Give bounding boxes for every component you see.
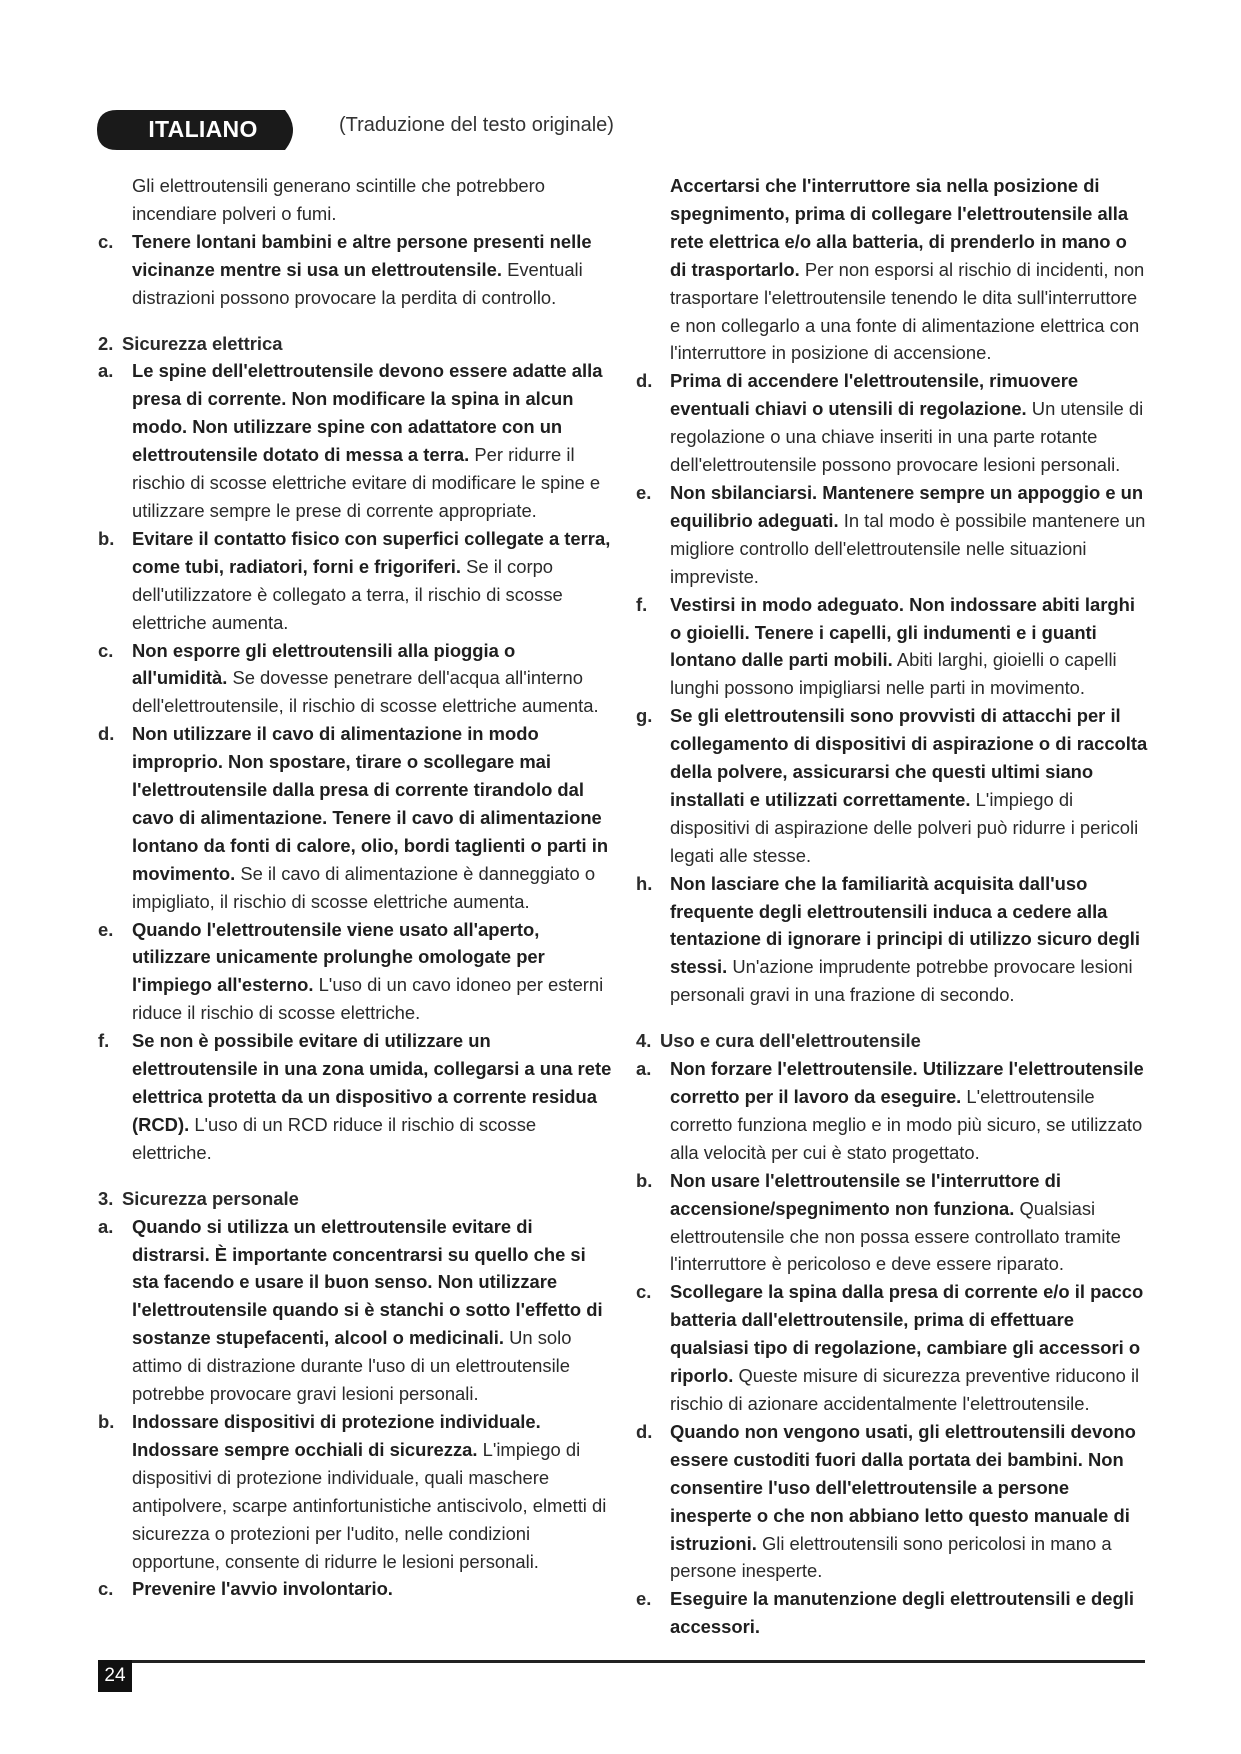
list-item: c. Scollegare la spina dalla presa di corrente e/o il pacco batteria dall'elettroutensile, prima di effettuare qualsiasi tipo di regolazione, cambiare gli accessori o riporlo. Queste misure di sicurezza preventive riducono il rischio di azionare accidentalmente l'elettroutensile. [636, 1281, 1144, 1414]
list-item: e. Eseguire la manutenzione degli elettroutensili e degli accessori. [636, 1588, 1134, 1638]
list-item: d. Quando non vengono usati, gli elettroutensili devono essere custoditi fuori dalla portata dei bambini. Non consentire l'uso dell'elettroutensile a persone inesperte o che non abbiano letto questo manuale di istruzioni. Gli elettroutensili sono pericolosi in mano a persone inesperte. [636, 1420, 1136, 1582]
page-number: 24 [98, 1660, 132, 1692]
language-badge [97, 110, 309, 150]
list-item: b. Non usare l'elettroutensile se l'interruttore di accensione/spegnimento non funziona. Qualsiasi elettroutensile che non possa essere controllato tramite l'interruttore è pericoloso e deve essere riparato. [636, 1169, 1121, 1275]
left-column [98, 172, 613, 1603]
section-heading: 3. Sicurezza personale [98, 1187, 299, 1209]
list-item: b. Evitare il contatto fisico con superfici collegate a terra, come tubi, radiatori, forni e frigoriferi. Se il corpo dell'utilizzatore è collegato a terra, il rischio di scosse elettriche aumenta. [98, 527, 611, 633]
intro-text: Gli elettroutensili generano scintille che potrebbero incendiare polveri o fumi. [132, 175, 546, 224]
list-item: g. Se gli elettroutensili sono provvisti di attacchi per il collegamento di dispositivi di aspirazione o di raccolta della polvere, assicurarsi che questi ultimi siano installati e utilizzati correttamente. L'impiego di dispositivi di aspirazione delle polveri può ridurre i pericoli legati alle stesse. [636, 705, 1148, 866]
list-item: c. Tenere lontani bambini e altre persone presenti nelle vicinanze mentre si usa un elettroutensile. Eventuali distrazioni possono provocare la perdita di controllo. [98, 230, 592, 308]
list-item: c. Non esporre gli elettroutensili alla pioggia o all'umidità. Se dovesse penetrare dell'acqua all'interno dell'elettroutensile, il rischio di scosse elettriche aumenta. [98, 639, 599, 717]
right-column [636, 172, 1148, 1641]
continued-text: Accertarsi che l'interruttore sia nella posizione di spegnimento, prima di collegare l'elettroutensile alla rete elettrica e/o alla batteria, di prenderlo in mano o di trasportarlo. Per non esporsi al rischio di incidenti, non trasportare l'elettroutensile tenendo le dita sull'interruttore e non collegarlo a una fonte di alimentazione elettrica con l'interruttore in posizione di accensione. [670, 175, 1145, 364]
list-item: e. Non sbilanciarsi. Mantenere sempre un appoggio e un equilibrio adeguati. In tal modo è possibile mantenere un migliore controllo dell'elettroutensile nelle situazioni impreviste. [636, 481, 1146, 587]
list-item: h. Non lasciare che la familiarità acquisita dall'uso frequente degli elettroutensili induca a cedere alla tentazione di ignorare i principi di utilizzo sicuro degli stessi. Un'azione imprudente potrebbe provocare lesioni personali gravi in una frazione di secondo. [636, 872, 1141, 1006]
list-item: a. Quando si utilizza un elettroutensile evitare di distrarsi. È importante concentrarsi su quello che si sta facendo e usare il buon senso. Non utilizzare l'elettroutensile quando si è stanchi o sotto l'effetto di sostanze stupefacenti, alcool o medicinali. Un solo attimo di distrazione durante l'uso di un elettroutensile potrebbe provocare gravi lesioni personali. [98, 1215, 603, 1405]
list-item: a. Non forzare l'elettroutensile. Utilizzare l'elettroutensile corretto per il lavoro da eseguire. L'elettroutensile corretto funziona meglio e in modo più sicuro, se utilizzato alla velocità per cui è stato progettato. [636, 1058, 1144, 1163]
list-item: a. Le spine dell'elettroutensile devono essere adatte alla presa di corrente. Non modificare la spina in alcun modo. Non utilizzare spine con adattatore con un elettroutensile dotato di messa a terra. Per ridurre il rischio di scosse elettriche evitare di modificare le spine e utilizzare sempre le prese di corrente appropriate. [98, 360, 603, 521]
list-item: b. Indossare dispositivi di protezione individuale. Indossare sempre occhiali di sicurezza. L'impiego di dispositivi di protezione individuale, quali maschere antipolvere, scarpe antinfortunistiche antiscivolo, elmetti di sicurezza o protezioni per l'udito, nelle condizioni opportune, consente di ridurre le lesioni personali. [98, 1410, 607, 1572]
list-item: d. Prima di accendere l'elettroutensile, rimuovere eventuali chiavi o utensili di regolazione. Un utensile di regolazione o una chiave inseriti in una parte rotante dell'elettroutensile possono provocare lesioni personali. [636, 370, 1144, 476]
section-heading: 4. Uso e cura dell'elettroutensile [636, 1030, 921, 1052]
translation-note: (Traduzione del testo originale) [339, 114, 614, 136]
list-item: f. Se non è possibile evitare di utilizzare un elettroutensile in una zona umida, collegarsi a una rete elettrica protetta da un dispositivo a corrente residua (RCD). L'uso di un RCD riduce il rischio di scosse elettriche. [98, 1030, 612, 1163]
footer-divider [98, 1660, 1145, 1663]
list-item: f. Vestirsi in modo adeguato. Non indossare abiti larghi o gioielli. Tenere i capelli, gli indumenti e i guanti lontano dalle parti mobili. Abiti larghi, gioielli o capelli lunghi possono impigliarsi nelle parti in movimento. [636, 593, 1135, 699]
list-item: e. Quando l'elettroutensile viene usato all'aperto, utilizzare unicamente prolunghe omologate per l'impiego all'esterno. L'uso di un cavo idoneo per esterni riduce il rischio di scosse elettriche. [98, 918, 604, 1024]
list-item: c. Prevenire l'avvio involontario. [98, 1578, 393, 1600]
list-item: d. Non utilizzare il cavo di alimentazione in modo improprio. Non spostare, tirare o scollegare mai l'elettroutensile dalla presa di corrente tirandolo dal cavo di alimentazione. Tenere il cavo di alimentazione lontano da fonti di calore, olio, bordi taglienti o parti in movimento. Se il cavo di alimentazione è danneggiato o impigliato, il rischio di scosse elettriche aumenta. [98, 723, 609, 912]
section-heading: 2. Sicurezza elettrica [98, 332, 283, 354]
language-label: ITALIANO [148, 116, 258, 142]
